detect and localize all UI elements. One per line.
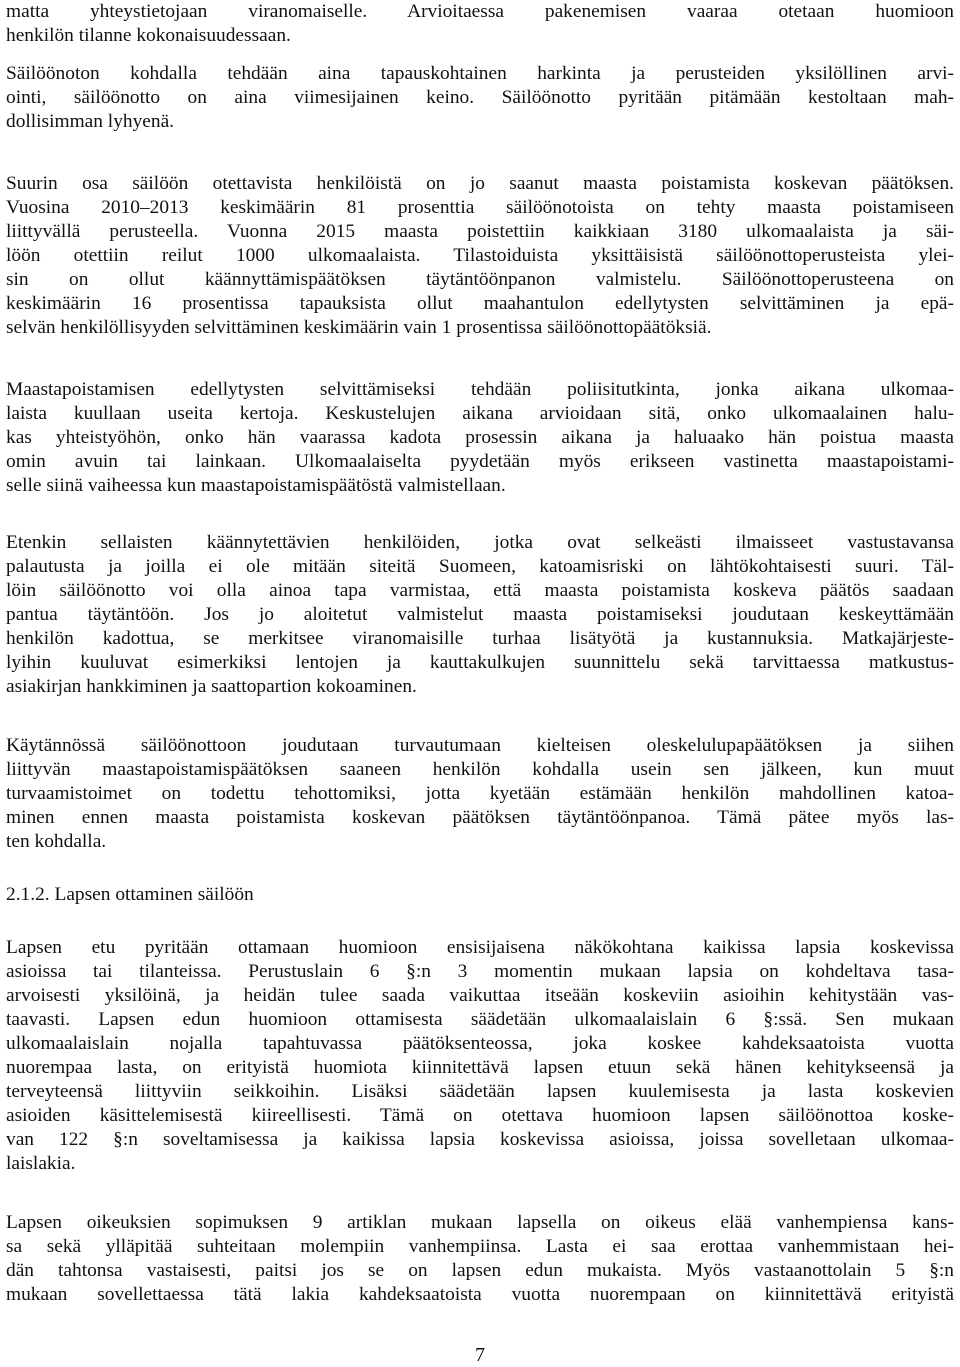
- text-line: Käytännössä säilöönottoon joudutaan turvautumaan kielteisen oleskelulupapäätöksen ja siihen: [6, 735, 954, 756]
- document-page: [6, 0, 954, 1365]
- text-line: terveyteensä liittyviin seikkoihin. Lisäksi säädetään lapsen kuulemisesta ja lasta koskevien: [6, 1081, 954, 1102]
- text-line: arvoisesti yksilöinä, ja heidän tulee saada vaikuttaa itseään koskeviin asioihin kehitystään vas-: [6, 985, 954, 1006]
- text-line: turvaamistoimet on todettu tehottomiksi, jotta kyetään estämään henkilön mahdollinen katoa-: [6, 783, 954, 804]
- text-line: selle siinä vaiheessa kun maastapoistamispäätöstä valmistellaan.: [6, 475, 506, 496]
- text-line: Lapsen etu pyritään ottamaan huomioon ensisijaisena näkökohtana kaikissa lapsia koskevissa: [6, 937, 954, 958]
- text-line: ointi, säilöönotto on aina viimesijainen keino. Säilöönotto pyritään pitämään kestoltaan mah-: [6, 87, 954, 108]
- text-line: Vuosina 2010‒2013 keskimäärin 81 prosenttia säilöönotoista on tehty maasta poistamiseen: [6, 197, 954, 218]
- text-line: ten kohdalla.: [6, 831, 107, 852]
- page-number: 7: [475, 1344, 485, 1366]
- text-line: henkilön kadottua, se merkitsee viranomaisille turhaa lisätyötä ja kustannuksia. Matkajärjeste-: [6, 628, 954, 649]
- text-line: sa sekä ylläpitää suhteitaan molempiin vanhempiinsa. Lasta ei saa erottaa vanhemmistaan hei-: [6, 1236, 954, 1257]
- text-line: löin säilöönotto voi olla ainoa tapa varmistaa, että maasta poistamista koskeva päätös saadaan: [6, 580, 954, 601]
- section-heading: 2.1.2. Lapsen ottaminen säilöön: [6, 884, 254, 905]
- paragraph-intro: [6, 0, 954, 48]
- text-line: palautusta ja joilla ei ole mitään siteitä Suomeen, katoamisriski on lähtökohtaisesti suuri. Täl-: [6, 556, 954, 577]
- text-line: dollisimman lyhyenä.: [6, 111, 175, 132]
- text-line: asiakirjan hankkiminen ja saattopartion kokoaminen.: [6, 676, 417, 697]
- paragraph-practice: [6, 734, 954, 854]
- text-line: Säilöönoton kohdalla tehdään aina tapauskohtainen harkinta ja perusteiden yksilöllinen arvi-: [6, 63, 954, 84]
- paragraph-police-investigation: [6, 378, 954, 498]
- text-line: löön otettiin reilut 1000 ulkomaalaista. Tilastoiduista yksittäisistä säilöönottoperusteista ylei-: [6, 245, 954, 266]
- text-line: mukaan sovellettaessa tätä lakia kahdeksaatoista vuotta nuorempaan on kiinnitettävä erityistä: [6, 1284, 954, 1305]
- text-line: nuorempaa lasta, on erityistä huomiota kiinnitettävä lapsen etuun sekä hänen kehitykseensä ja: [6, 1057, 954, 1078]
- text-line: van 122 §:n soveltamisessa ja kaikissa lapsia koskevissa asioissa, joissa sovelletaan ulkomaa-: [6, 1129, 954, 1150]
- text-line: Maastapoistamisen edellytysten selvittämiseksi tehdään poliisitutkinta, jonka aikana ulkomaa-: [6, 379, 954, 400]
- text-line: ulkomaalaislain nojalla tapahtuvassa päätöksenteossa, joka koskee kahdeksaatoista vuotta: [6, 1033, 954, 1054]
- text-line: laislakia.: [6, 1153, 76, 1174]
- text-line: Etenkin sellaisten käännytettävien henkilöiden, jotka ovat selkeästi ilmaisseet vastustavansa: [6, 532, 954, 553]
- text-line: minen ennen maasta poistamista koskevan päätöksen täytäntöönpanoa. Tämä pätee myös las-: [6, 807, 954, 828]
- text-line: Lapsen oikeuksien sopimuksen 9 artiklan mukaan lapsella on oikeus elää vanhempiensa kans-: [6, 1212, 954, 1233]
- text-line: Suurin osa säilöön otettavista henkilöistä on jo saanut maasta poistamista koskevan päätöksen.: [6, 173, 954, 194]
- text-line: sin on ollut käännyttämispäätöksen täytäntöönpanon valmistelu. Säilöönottoperusteena on: [6, 269, 954, 290]
- text-line: selvän henkilöllisyyden selvittäminen keskimäärin vain 1 prosentissa säilöönottopäätöksiä.: [6, 317, 712, 338]
- text-line: pantua täytäntöön. Jos jo aloitetut valmistelut maasta poistamiseksi joudutaan keskeyttämään: [6, 604, 954, 625]
- paragraph-statistics: [6, 172, 954, 340]
- text-line: henkilön tilanne kokonaisuudessaan.: [6, 25, 291, 46]
- text-line: keskimäärin 16 prosentissa tapauksista ollut maahantulon edellytysten selvittäminen ja epä-: [6, 293, 954, 314]
- text-line: laista kuullaan useita kertoja. Keskustelujen aikana arvioidaan sitä, onko ulkomaalainen halu-: [6, 403, 954, 424]
- text-line: asioiden käsittelemisestä kiireellisesti. Tämä on otettava huomioon lapsen säilöönottoa koske-: [6, 1105, 954, 1126]
- paragraph-best-interest: [6, 936, 954, 1176]
- text-line: dän tahtonsa vastaisesti, paitsi jos se on lapsen edun mukaista. Myös vastaanottolain 5 §:n: [6, 1260, 954, 1281]
- paragraph-detention-assessment: [6, 62, 954, 134]
- text-line: lyihin kuuluvat esimerkiksi lentojen ja kauttakulkujen suunnittelu sekä tarvittaessa matkustus-: [6, 652, 954, 673]
- text-line: omin avuin tai lainkaan. Ulkomaalaiselta pyydetään myös erikseen vastinetta maastapoistami-: [6, 451, 954, 472]
- text-line: kas yhteistyöhön, onko hän vaarassa kadota prosessin aikana ja haluaako hän poistua maasta: [6, 427, 954, 448]
- text-line: liittyvän maastapoistamispäätöksen saaneen henkilön kohdalla usein sen jälkeen, kun muut: [6, 759, 954, 780]
- text-line: liittyvällä perusteella. Vuonna 2015 maasta poistettiin kaikkiaan 3180 ulkomaalaista ja säi-: [6, 221, 954, 242]
- text-line: taavasti. Lapsen edun huomioon ottamisesta säädetään ulkomaalaislain 6 §:ssä. Sen mukaan: [6, 1009, 954, 1030]
- paragraph-convention: [6, 1211, 954, 1307]
- text-line: asioissa tai tilanteissa. Perustuslain 6 §:n 3 momentin mukaan lapsia on kohdeltava tasa-: [6, 961, 954, 982]
- text-line: matta yhteystietojaan viranomaiselle. Arvioitaessa pakenemisen vaaraa otetaan huomioon: [6, 1, 954, 22]
- paragraph-flight-risk: [6, 531, 954, 699]
